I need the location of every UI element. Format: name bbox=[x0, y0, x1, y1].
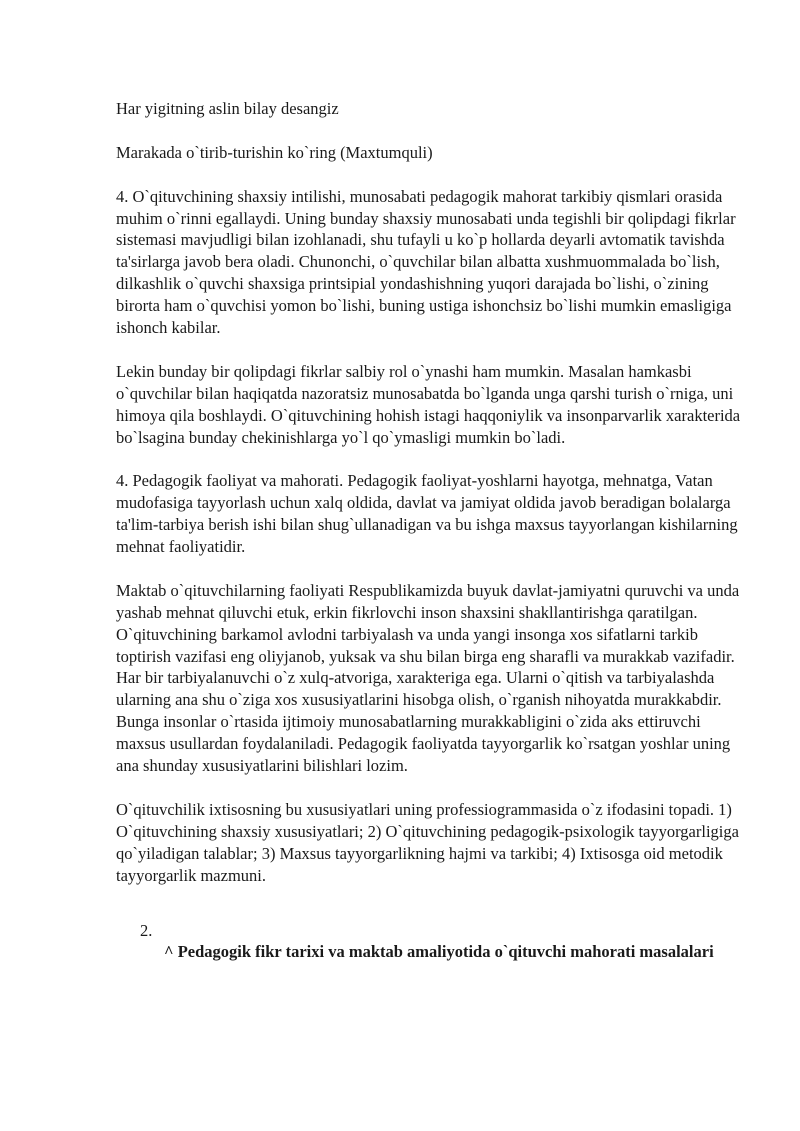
document-page bbox=[116, 98, 746, 963]
paragraph-stereotypes: Lekin bunday bir qolipdagi fikrlar salbiy rol o`ynashi ham mumkin. Masalan hamkasbi o`quvchilar bilan haqiqatda nazoratsiz munosabatda bo`lganda unga qarshi turish o`rniga, uni himoya qila boshlaydi. O`qituvchining hohish istagi haqqoniylik va insonparvarlik xarakterida bo`lsagina bunday chekinishlarga yo`l qo`ymasligi mumkin bo`ladi. bbox=[116, 361, 741, 447]
list-item-number: 2. bbox=[140, 920, 153, 940]
paragraph-pedagogical-activity: 4. Pedagogik faoliyat va mahorati. Pedagogik faoliyat-yoshlarni hayotga, mehnatga, Vatan mudofasiga tayyorlash uchun xalq oldida, davlat va jamiyat oldida javob beradigan bolalarga ta'lim-tarbiya berish ishi bilan shug`ullanadigan va bu ishga maxsus tayyorlangan kishilarning mehnat faoliyatidir. bbox=[116, 471, 738, 557]
poem-line-1: Har yigitning aslin bilay desangiz bbox=[116, 99, 339, 118]
section-heading: ^ Pedagogik fikr tarixi va maktab amaliyotida o`qituvchi mahorati masalalari bbox=[164, 942, 714, 962]
numbered-list bbox=[116, 920, 746, 964]
poem-line-2: Marakada o`tirib-turishin ko`ring (Maxtumquli) bbox=[116, 142, 433, 162]
paragraph-school-teachers: Maktab o`qituvchilarning faoliyati Respublikamizda buyuk davlat-jamiyatni quruvchi va unda yashab mehnat qiluvchi etuk, erkin fikrlovchi inson shaxsini shakllantirishga qaratilgan. O`qituvchining barkamol avlodni tarbiyalash va unda yangi insonga xos sifatlarni tarkib toptirish vazifasi eng oliyjanob, yuksak va shu bilan birga eng sharafli va murakkab vazifadir. Har bir tarbiyalanuvchi o`z xulq-atvoriga, xarakteriga ega. Ularni o`qitish va tarbiyalashda ularning ana shu o`ziga xos xususiyatlarini hisobga olish, o`rganish nihoyatda murakkabdir. Bunga insonlar o`rtasida ijtimoiy munosabatlarning murakkabligini o`zida aks ettiruvchi maxsus usullardan foydalaniladi. Pedagogik faoliyatda tayyorgarlik ko`rsatgan yoshlar uning ana shunday xususiyatlarini bilishlari lozim. bbox=[116, 580, 740, 776]
paragraph-professiogram: O`qituvchilik ixtisosning bu xususiyatlari uning professiogrammasida o`z ifodasini topadi. 1) O`qituvchining shaxsiy xususiyatlari; 2) O`qituvchining pedagogik-psixologik tayyorgarligiga qo`yiladigan talablar; 3) Maxsus tayyorgarlikning hajmi va tarkibi; 4) Ixtisosga oid metodik tayyorgarlik mazmuni. bbox=[116, 799, 739, 885]
paragraph-teacher-aspiration: 4. O`qituvchining shaxsiy intilishi, munosabati pedagogik mahorat tarkibiy qismlari orasida muhim o`rinni egallaydi. Uning bunday shaxsiy munosabati unda tegishli bir qolipdagi fikrlar sistemasi mavjudligi bilan izohlanadi, shu tufayli u ko`p hollarda deyarli avtomatik tavishda ta'sirlarga javob bera oladi. Chunonchi, o`quvchilar bilan albatta xushmuommalada bo`lish, dilkashlik o`quvchi shaxsiga printsipial yondashishning yuqori darajada bo`lishi, o`zining birorta ham o`quvchisi yomon bo`lishi, buning ustiga ishonchsiz bo`lishi mumkin emasligiga ishonch kabilar. bbox=[116, 186, 736, 338]
